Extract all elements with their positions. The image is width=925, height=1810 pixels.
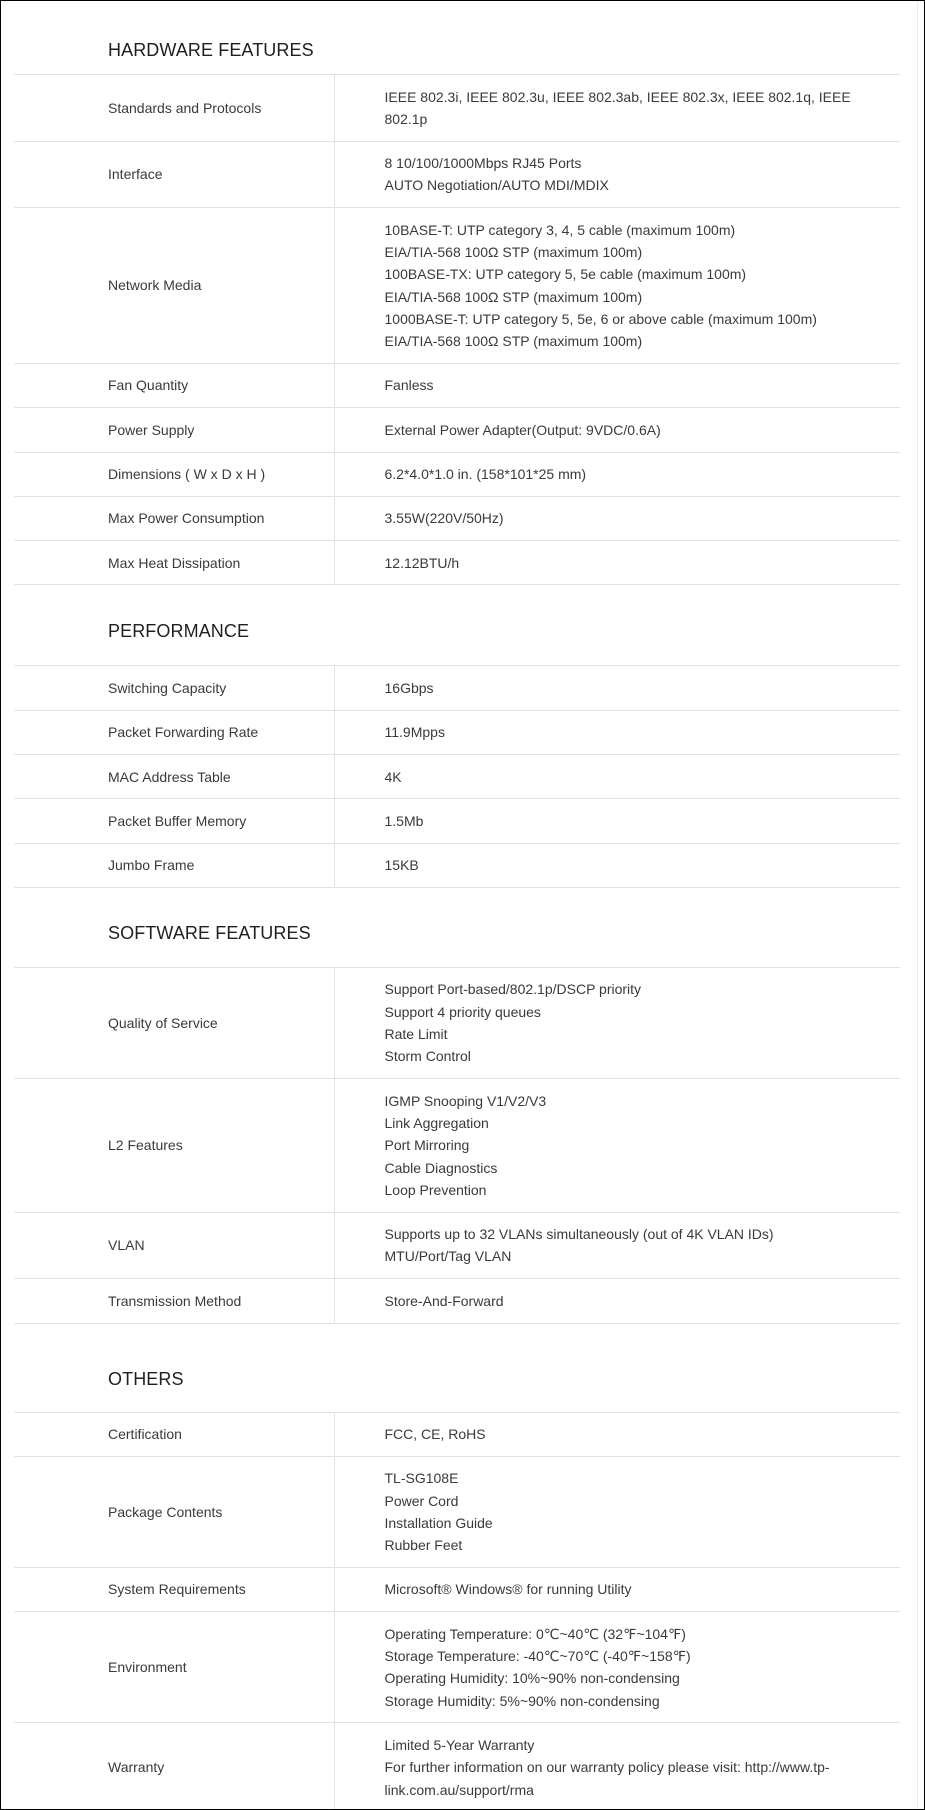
table-row — [14, 1612, 900, 1723]
spec-label: Network Media — [14, 208, 334, 364]
table-row — [14, 75, 900, 142]
spec-value-line: 1.5Mb — [384, 812, 424, 829]
spec-value-line: External Power Adapter(Output: 9VDC/0.6A) — [384, 421, 661, 438]
spec-value-line: Storage Temperature: -40℃~70℃ (-40℉~158℉) — [384, 1648, 691, 1665]
spec-label: Environment — [14, 1612, 334, 1723]
table-row — [14, 1723, 900, 1810]
table-row — [14, 1212, 900, 1279]
table-row — [14, 141, 900, 208]
spec-label: Packet Forwarding Rate — [14, 710, 334, 754]
spec-value-line: 1000BASE-T: UTP category 5, 5e, 6 or above cable (maximum 100m) — [384, 310, 817, 327]
section-title: PERFORMANCE — [108, 621, 250, 642]
section-software-features — [14, 888, 900, 1324]
spec-value — [334, 1567, 900, 1611]
spec-value-line: 11.9Mpps — [384, 724, 445, 741]
spec-label: MAC Address Table — [14, 755, 334, 799]
spec-value — [334, 1456, 900, 1567]
table-row — [14, 710, 900, 754]
spec-value-line: TL-SG108E — [384, 1470, 459, 1487]
spec-value-line: MTU/Port/Tag VLAN — [384, 1248, 512, 1265]
section-title: OTHERS — [108, 1368, 184, 1389]
warranty-policy-text[interactable]: For further information on our warranty policy please visit: http://www.tp-link.com.au/support/rma — [384, 1759, 830, 1798]
table-row — [14, 1279, 900, 1323]
right-divider — [917, 1, 918, 1809]
spec-value-line: EIA/TIA-568 100Ω STP (maximum 100m) — [384, 243, 643, 260]
spec-label: Quality of Service — [14, 967, 334, 1078]
spec-label: L2 Features — [14, 1079, 334, 1212]
spec-value-line: Fanless — [384, 377, 434, 394]
spec-value-line: 10BASE-T: UTP category 3, 4, 5 cable (maximum 100m) — [384, 221, 736, 238]
spec-value — [334, 1212, 900, 1279]
spec-table — [14, 74, 900, 585]
spec-value-line: EIA/TIA-568 100Ω STP (maximum 100m) — [384, 333, 643, 350]
spec-value-line: Loop Prevention — [384, 1181, 487, 1198]
spec-label: System Requirements — [14, 1567, 334, 1611]
spec-label: Jumbo Frame — [14, 843, 334, 887]
spec-value-line: FCC, CE, RoHS — [384, 1426, 486, 1442]
spec-value-line: Store-And-Forward — [384, 1292, 504, 1309]
section-title: HARDWARE FEATURES — [108, 40, 314, 60]
spec-value-line: Port Mirroring — [384, 1137, 470, 1154]
spec-value — [334, 408, 900, 452]
table-row — [14, 363, 900, 407]
spec-value-line: AUTO Negotiation/AUTO MDI/MDIX — [384, 177, 609, 194]
section-hardware-features — [14, 1, 900, 585]
spec-value-line: Operating Humidity: 10%~90% non-condensing — [384, 1670, 680, 1687]
spec-value — [334, 755, 900, 799]
spec-value-line: 4K — [384, 768, 402, 785]
spec-value-line: EIA/TIA-568 100Ω STP (maximum 100m) — [384, 288, 643, 305]
spec-value-line: Support 4 priority queues — [384, 1003, 541, 1020]
spec-value — [334, 496, 900, 540]
spec-value — [334, 1723, 900, 1810]
spec-value — [334, 666, 900, 710]
spec-label: Warranty — [14, 1723, 334, 1810]
spec-value — [334, 541, 900, 585]
spec-value-line: IEEE 802.3i, IEEE 802.3u, IEEE 802.3ab, IEEE 802.3x, IEEE 802.1q, IEEE 802.1p — [384, 88, 851, 127]
table-row — [14, 1456, 900, 1567]
spec-value-line: 12.12BTU/h — [384, 554, 460, 571]
spec-value — [334, 799, 900, 843]
spec-label: Package Contents — [14, 1456, 334, 1567]
spec-value — [334, 1412, 900, 1456]
spec-value-line: Cable Diagnostics — [384, 1159, 498, 1176]
spec-value — [334, 75, 900, 142]
spec-value-line: Microsoft® Windows® for running Utility — [384, 1581, 632, 1598]
spec-value-line: Rate Limit — [384, 1026, 448, 1043]
spec-label: Interface — [14, 141, 334, 208]
spec-label: Fan Quantity — [14, 363, 334, 407]
spec-value — [334, 710, 900, 754]
spec-value-line: Limited 5-Year Warranty — [384, 1736, 535, 1753]
spec-value-line: Rubber Feet — [384, 1537, 463, 1554]
table-row — [14, 799, 900, 843]
spec-value-line: Link Aggregation — [384, 1114, 489, 1131]
spec-label: Switching Capacity — [14, 666, 334, 710]
spec-value — [334, 208, 900, 364]
table-row — [14, 408, 900, 452]
spec-table — [14, 1412, 900, 1810]
spec-value — [334, 1279, 900, 1323]
spec-label: Max Heat Dissipation — [14, 541, 334, 585]
table-row — [14, 843, 900, 887]
spec-value-line: 8 10/100/1000Mbps RJ45 Ports — [384, 155, 582, 172]
spec-value-line: Storm Control — [384, 1048, 471, 1065]
table-row — [14, 1079, 900, 1212]
spec-value-line: Support Port-based/802.1p/DSCP priority — [384, 981, 642, 998]
spec-content — [14, 1, 900, 1810]
spec-label: VLAN — [14, 1212, 334, 1279]
table-row — [14, 452, 900, 496]
spec-value-line: 16Gbps — [384, 679, 434, 696]
table-row — [14, 666, 900, 710]
section-performance — [14, 585, 900, 887]
table-row — [14, 496, 900, 540]
spec-label: Dimensions ( W x D x H ) — [14, 452, 334, 496]
table-row — [14, 1412, 900, 1456]
spec-table — [14, 967, 900, 1324]
spec-label: Power Supply — [14, 408, 334, 452]
table-row — [14, 208, 900, 364]
spec-table — [14, 665, 900, 887]
spec-label: Standards and Protocols — [14, 75, 334, 142]
table-row — [14, 541, 900, 585]
spec-value-line: Power Cord — [384, 1492, 459, 1509]
spec-value-line: 3.55W(220V/50Hz) — [384, 510, 504, 527]
spec-label: Certification — [14, 1412, 334, 1456]
spec-label: Transmission Method — [14, 1279, 334, 1323]
spec-value-line: 100BASE-TX: UTP category 5, 5e cable (maximum 100m) — [384, 266, 747, 283]
spec-value — [334, 1612, 900, 1723]
spec-value — [334, 141, 900, 208]
section-others — [14, 1324, 900, 1810]
spec-value-line: Installation Guide — [384, 1514, 493, 1531]
spec-value-line: Operating Temperature: 0℃~40℃ (32℉~104℉) — [384, 1625, 686, 1642]
spec-value — [334, 363, 900, 407]
table-row — [14, 1567, 900, 1611]
spec-value-line: IGMP Snooping V1/V2/V3 — [384, 1092, 547, 1109]
section-title: SOFTWARE FEATURES — [108, 922, 311, 943]
spec-value-line: Storage Humidity: 5%~90% non-condensing — [384, 1692, 660, 1709]
spec-value — [334, 967, 900, 1078]
table-row — [14, 755, 900, 799]
spec-value-line: Supports up to 32 VLANs simultaneously (out of 4K VLAN IDs) — [384, 1226, 774, 1243]
spec-label: Packet Buffer Memory — [14, 799, 334, 843]
spec-label: Max Power Consumption — [14, 496, 334, 540]
spec-value — [334, 452, 900, 496]
spec-value-line: 15KB — [384, 857, 419, 874]
spec-value — [334, 1079, 900, 1212]
spec-value-line: 6.2*4.0*1.0 in. (158*101*25 mm) — [384, 466, 587, 483]
table-row — [14, 967, 900, 1078]
spec-value — [334, 843, 900, 887]
